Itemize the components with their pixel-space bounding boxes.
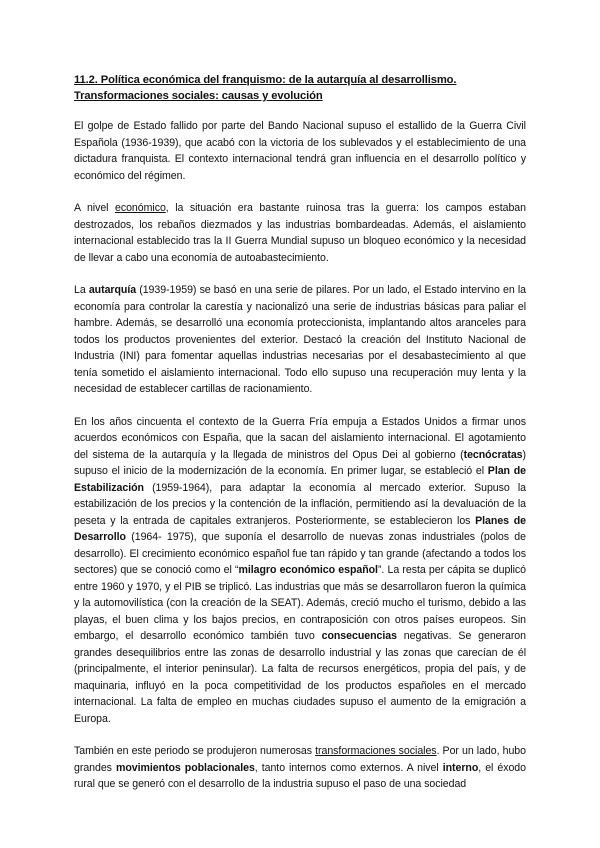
paragraph-transformaciones-sociales <box>74 743 526 793</box>
text-run: ) supuso el inicio de la modernización de la economía. En primer lugar, se estableció el <box>74 448 526 477</box>
text-run: , la situación era bastante ruinosa tras la guerra: los campos estaban destrozados, los rebaños diezmados y las industrias bombardeadas. Además, el aislamiento internacional establecido tras la II Guerra Mundial supuso un bloqueo económico y la necesidad de llevar a cabo una economía de autoabastecimiento. <box>74 202 526 264</box>
paragraph-intro-text: El golpe de Estado fallido por parte del Bando Nacional supuso el estallido de la Guerra Civil Española (1936-1939), que acabó con la victoria de los sublevados y el establecimiento de una dictadura franquista. El contexto internacional tendrá gran influencia en el desarrollo político y económico del régimen. <box>74 120 526 182</box>
bold-term-consecuencias: consecuencias <box>321 630 397 642</box>
paragraph-economic-situation <box>74 200 526 266</box>
paragraph-autarquia <box>74 282 526 398</box>
bold-term-movimientos: movimientos poblacionales <box>115 761 255 774</box>
text-run: . Por un lado, hubo grandes <box>74 745 526 774</box>
bold-term-milagro-economico: milagro económico español <box>238 564 378 576</box>
section-title-line-2: Transformaciones sociales: causas y evolución <box>74 90 323 102</box>
document-body <box>74 72 526 809</box>
paragraph-desarrollismo <box>74 414 526 728</box>
underlined-term-economico: económico <box>115 202 166 214</box>
text-run: , tanto internos como externos. A nivel <box>254 761 443 774</box>
text-run: (1939-1959) se basó en una serie de pilares. Por un lado, el Estado intervino en la economía para controlar la carestía y nacionalizó una serie de industrias básicas para paliar el hambre. Además, se desarrolló una economía proteccionista, implantando altos aranceles para todos los productos provenientes del exterior. Destacó la creación del Instituto Nacional de Industria (INI) para fomentar aquellas industrias necesarias por el desabastecimiento al que tenía sometido el aislamiento internacional. Todo ello supuso una recuperación muy lenta y la necesidad de establecer cartillas de racionamiento. <box>74 284 526 395</box>
text-run: negativas. Se generaron grandes desequilibrios entre las zonas de desarrollo industrial y las zonas que carecían de él (principalmente, el interior peninsular). La falta de recursos energéticos, propia del país, y de maquinaria, influyó en la poca competitividad de los productos españoles en el mercado internacional. La falta de empleo en muchas ciudades supuso el aumento de la emigración a Europa. <box>74 630 526 725</box>
text-run: También en este periodo se produjeron numerosas <box>74 745 316 757</box>
text-run: ”. La resta per cápita se duplicó entre 1960 y 1970, y el PIB se triplicó. Las industrias que más se desarrollaron fueron la química y la automovilística (con la creación de la SEAT). Además, creció mucho el turismo, debido a las playas, el buen clima y los bajos precios, en contraposición con otros países europeos. Sin embargo, el desarrollo económico también tuvo <box>74 564 526 642</box>
bold-term-planes-desarrollo: Planes de Desarrollo <box>74 514 526 543</box>
text-run: (1964- 1975), que suponía el desarrollo de nuevas zonas industriales (polos de desarrollo). El crecimiento económico español fue tan rápido y tan grande (afectando a todos los sectores) que se conoció como el “ <box>74 531 526 576</box>
bold-term-interno: interno <box>442 761 479 774</box>
text-run: La <box>74 284 89 296</box>
text-run: , el éxodo rural que se generó con el desarrollo de la industria supuso el paso de una sociedad <box>74 761 526 790</box>
text-run: (1959-1964), para adaptar la economía al mercado exterior. Supuso la estabilización de los precios y la contención de la inflación, permitiendo así la devaluación de la peseta y la entrada de capitales extranjeros. Posteriormente, se establecieron los <box>74 481 526 527</box>
section-title-line-1: 11.2. Política económica del franquismo: de la autarquía al desarrollismo. <box>74 74 457 86</box>
bold-term-autarquia: autarquía <box>88 284 137 296</box>
text-run: En los años cincuenta el contexto de la Guerra Fría empuja a Estados Unidos a firmar unos acuerdos económicos con España, que la sacan del aislamiento internacional. El agotamiento del sistema de la autarquía y la llegada de ministros del Opus Dei al gobierno ( <box>74 415 526 461</box>
text-run: A nivel <box>74 202 115 214</box>
bold-term-plan-estabilizacion: Plan de Estabilización <box>74 465 526 494</box>
bold-term-tecnocratas: tecnócratas <box>463 448 523 461</box>
paragraph-intro <box>74 118 526 184</box>
section-title <box>74 72 526 104</box>
underlined-term-transformaciones: transformaciones sociales <box>315 745 437 757</box>
